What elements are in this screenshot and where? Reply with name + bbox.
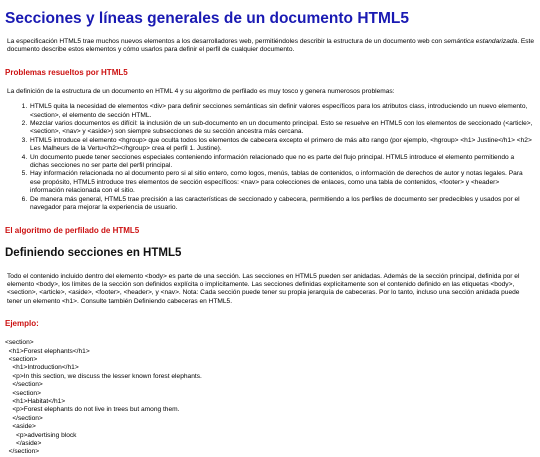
- example-code-block: <section> <h1>Forest elephants</h1> <section> <h1>Introduction</h1> <p>In this section, we discuss the lesser known forest elephants. </section> <section> <h1>Habitat</h1> <p>Forest elephants do not live in trees but among them. </section> <aside> <p>advertising block </aside> </section>: [5, 339, 202, 456]
- section-heading-algorithm: El algoritmo de perfilado de HTML5: [5, 225, 140, 235]
- problems-lead-paragraph: La definición de la estructura de un documento en HTML 4 y su algoritmo de perfilado es muy tosco y genera numerosos problemas:: [7, 87, 395, 95]
- page-title: Secciones y líneas generales de un documento HTML5: [5, 10, 409, 27]
- list-item: 4. Un documento puede tener secciones especiales conteniendo información relacionado que no es parte del flujo principal. HTML5 introduce el elemento permitiendo a dichas secciones no ser parte del perfil principal.: [29, 154, 535, 171]
- defining-sections-paragraph: Todo el contenido incluido dentro del elemento <body> es parte de una sección. Las secciones en HTML5 pueden ser anidadas. Además de la sección principal, definida por el elemento <body>, los límites de la sección son definidos explícita o implícitamente. Las secciones definidas explícitamente son el contenido definido en las etiquetas <body>, <section>, <article>, <aside>, <footer>, <header>, y <nav>. Nota: Cada sección puede tener su propia jerarquía de cabeceras. Por lo tanto, incluso una sección anidada puede tener un elemento <h1>. Consulte también Definiendo cabeceras en HTML5.: [7, 272, 520, 305]
- list-item: 3. HTML5 introduce el elemento <hgroup> que oculta todos los elementos de cabecera excepto el primero de más alto rango (por ejemplo, <hgroup> <h1> Justine</h1> <h2> Les Malheurs de la Vertu</h2></hgroup> crea el perfil 1. Justine).: [29, 137, 535, 154]
- list-item: 5. Hay información relacionada no al documento pero si al sitio entero, como logos, menús, tablas de contenidos, o información de derechos de autor y notas legales. Para ese propósito, HTML5 introduce tres elementos de sección específicos: <nav> para colecciones de enlaces, como una tabla de contenidos, <footer> y <header> información relacionada con el sitio.: [29, 170, 535, 195]
- intro-text-before: La especificación HTML5 trae muchos nuevos elementos a los desarrolladores web, permitiéndoles describir la estructura de un documento web con: [7, 38, 444, 45]
- section-heading-problems: Problemas resueltos por HTML5: [5, 67, 128, 77]
- problems-list: [5, 103, 535, 212]
- section-heading-defining: Definiendo secciones en HTML5: [5, 246, 182, 259]
- intro-emphasis: semántica estandarizada: [443, 38, 518, 45]
- list-item: 1. HTML5 quita la necesidad de elementos <div> para definir secciones semánticas sin definir valores específicos para los atributos class, introduciendo un nuevo elemento, <section>, el elemento de sección HTML.: [29, 103, 535, 120]
- example-heading: Ejemplo:: [5, 319, 39, 329]
- list-item: 6. De manera más general, HTML5 trae precisión a las características de seccionado y cabecera, permitiendo a los perfiles de documento ser predecibles y usados por el navegador para mejorar la experiencia de usuario.: [29, 196, 535, 213]
- list-item: 2. Mezclar varios documentos es difícil: la inclusión de un sub-documento en un documento principal. Esto se resuelve en HTML5 con los elementos de seccionado (<article>, <section>, <nav> y <aside>) son siempre subsecciones de su sección ancestra más cercana.: [29, 120, 535, 137]
- intro-text-after: . Este documento describe estos elementos y cómo usarlos para definir el perfil de cualquier documento.: [7, 38, 535, 54]
- intro-paragraph: [5, 38, 535, 55]
